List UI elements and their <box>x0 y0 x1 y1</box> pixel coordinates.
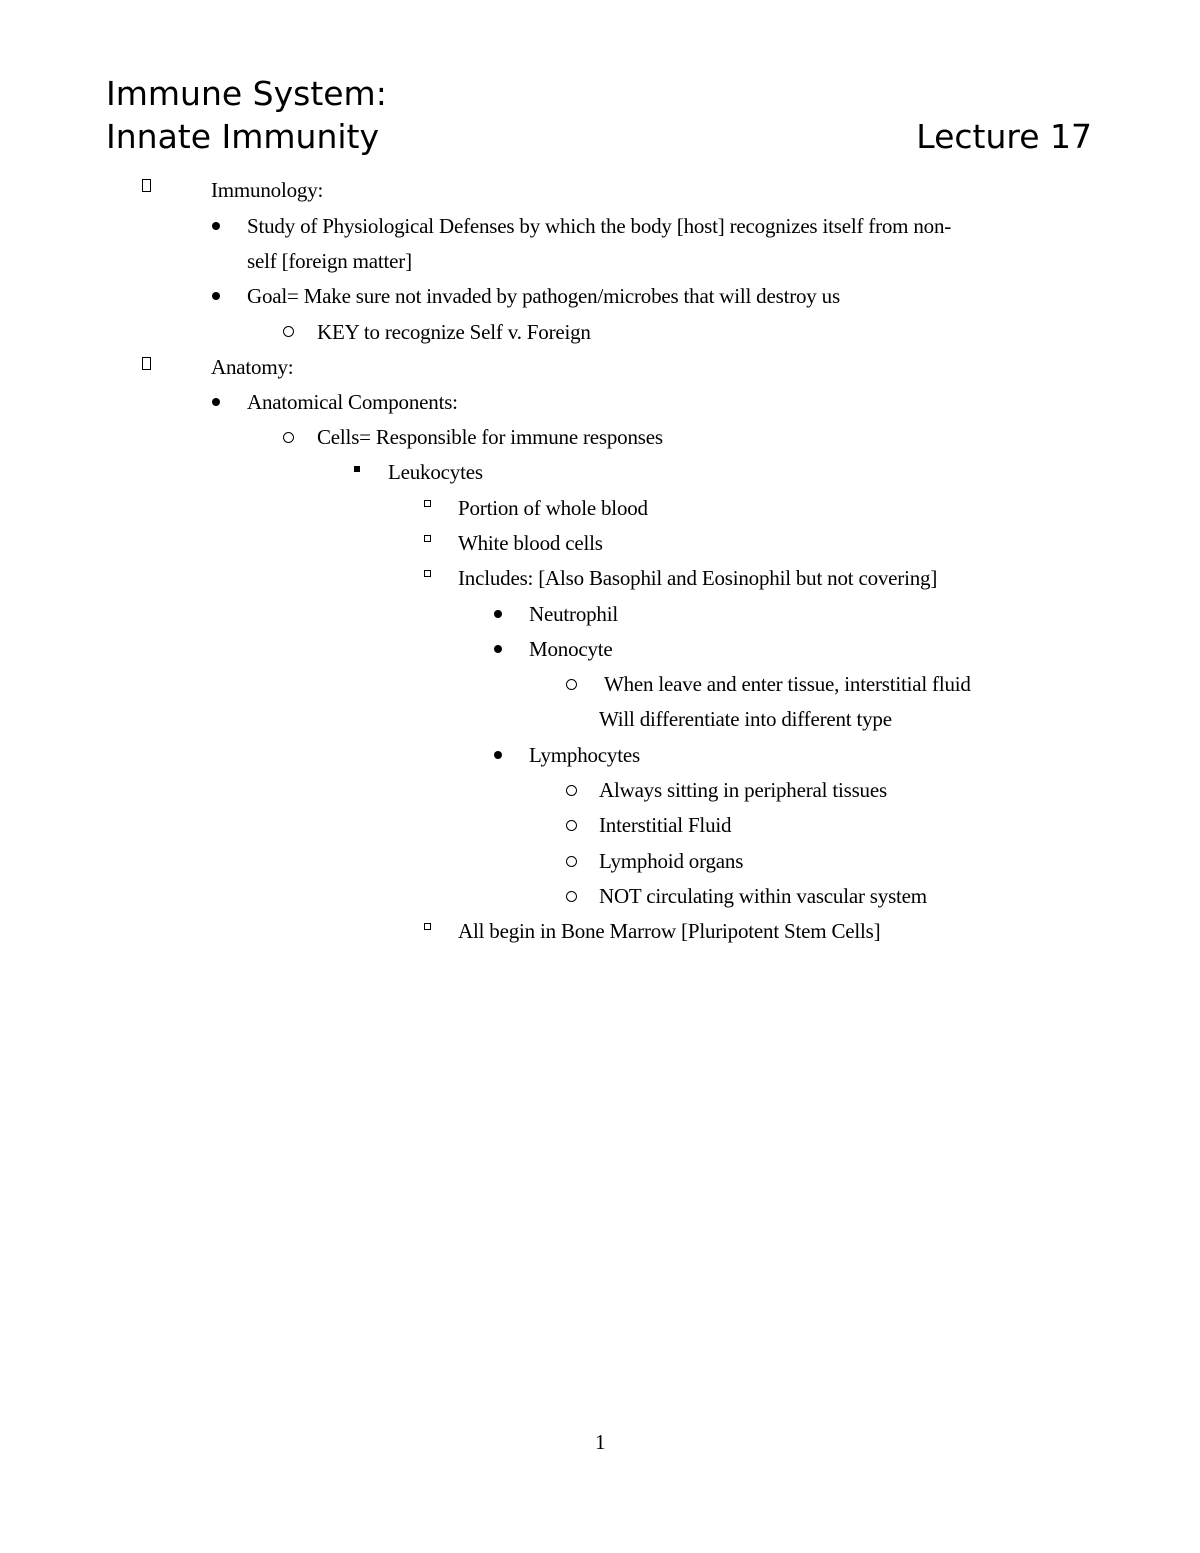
circle-bullet-icon <box>566 856 577 867</box>
dot-bullet-icon <box>494 610 502 618</box>
outline-item: Anatomy: <box>211 355 294 379</box>
dot-bullet-icon <box>212 222 220 230</box>
dot-bullet-icon <box>212 292 220 300</box>
square-bullet-icon <box>424 535 431 542</box>
outline-item: KEY to recognize Self v. Foreign <box>317 320 591 344</box>
outline-item: Lymphocytes <box>529 743 640 767</box>
outline-item-continuation: self [foreign matter] <box>247 249 412 273</box>
outline-item: NOT circulating within vascular system <box>599 884 927 908</box>
outline-item-continuation: Will differentiate into different type <box>599 707 892 731</box>
square-bullet-icon <box>142 357 151 370</box>
square-bullet-icon <box>354 466 360 472</box>
lecture-label: Lecture 17 <box>916 117 1092 156</box>
title-line-2: Innate Immunity <box>106 117 380 156</box>
outline-item: Leukocytes <box>388 460 483 484</box>
outline-item: Study of Physiological Defenses by which the body [host] recognizes itself from non- <box>247 214 952 238</box>
circle-bullet-icon <box>566 891 577 902</box>
outline-item: Immunology: <box>211 178 324 202</box>
circle-bullet-icon <box>566 679 577 690</box>
outline-item: Interstitial Fluid <box>599 813 732 837</box>
circle-bullet-icon <box>566 785 577 796</box>
outline-item: White blood cells <box>458 531 603 555</box>
outline-item: Portion of whole blood <box>458 496 648 520</box>
circle-bullet-icon <box>566 820 577 831</box>
dot-bullet-icon <box>494 751 502 759</box>
dot-bullet-icon <box>494 645 502 653</box>
outline-item: When leave and enter tissue, interstitial fluid <box>604 672 971 696</box>
outline-item: Goal= Make sure not invaded by pathogen/microbes that will destroy us <box>247 284 840 308</box>
outline-item: Includes: [Also Basophil and Eosinophil but not covering] <box>458 566 938 590</box>
outline-item: Cells= Responsible for immune responses <box>317 425 663 449</box>
square-bullet-icon <box>424 570 431 577</box>
page-number: 1 <box>595 1430 606 1454</box>
circle-bullet-icon <box>283 432 294 443</box>
outline-item: Anatomical Components: <box>247 390 458 414</box>
circle-bullet-icon <box>283 326 294 337</box>
dot-bullet-icon <box>212 398 220 406</box>
outline-item: Monocyte <box>529 637 613 661</box>
square-bullet-icon <box>142 179 151 192</box>
outline-item: Always sitting in peripheral tissues <box>599 778 887 802</box>
square-bullet-icon <box>424 500 431 507</box>
outline-item: Neutrophil <box>529 602 618 626</box>
square-bullet-icon <box>424 923 431 930</box>
outline-item: Lymphoid organs <box>599 849 744 873</box>
title-line-1: Immune System: <box>106 74 387 113</box>
outline-item: All begin in Bone Marrow [Pluripotent Stem Cells] <box>458 919 881 943</box>
